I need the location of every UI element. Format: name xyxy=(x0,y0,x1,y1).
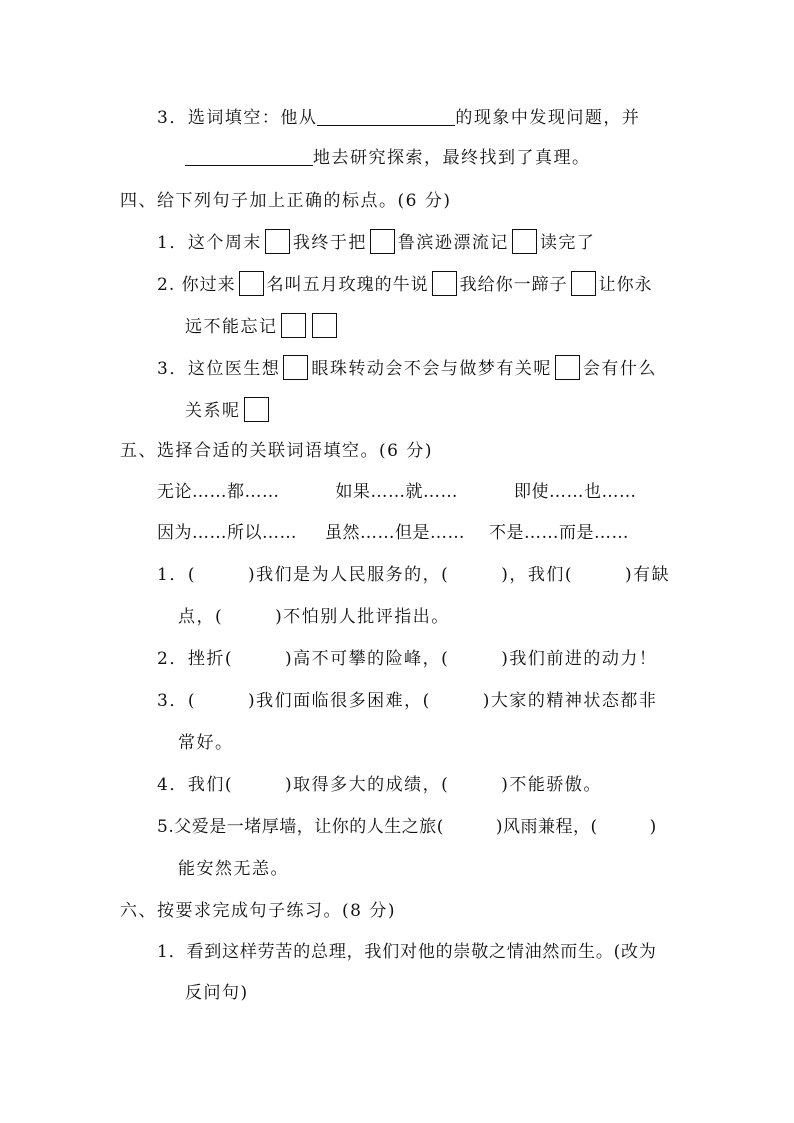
sentence-text: 父爱是一堵厚墙，让你的人生之旅( xyxy=(174,817,444,837)
sentence-text: )有缺 xyxy=(625,565,671,585)
sentence-text: )我们前进的动力！ xyxy=(501,649,658,669)
item-number: 3． xyxy=(157,108,188,128)
sentence-text: )风雨兼程，( xyxy=(495,817,598,837)
section-6-title: 六、按要求完成句子练习。(8 分) xyxy=(120,901,396,921)
sentence-text: 你过来 xyxy=(181,275,236,295)
sec4-item3-line1 xyxy=(157,355,657,381)
q3-line2 xyxy=(185,146,591,170)
item-number: 3． xyxy=(157,359,188,379)
q3-text: 的现象中发现问题，并 xyxy=(455,108,641,128)
item-number: 1． xyxy=(157,942,187,962)
word-choice: 如果……就…… xyxy=(335,482,458,502)
item-number: 3． xyxy=(157,691,188,711)
punctuation-box[interactable] xyxy=(239,271,264,296)
sentence-text: 关系呢 xyxy=(185,401,241,421)
punctuation-box[interactable] xyxy=(244,397,269,422)
punctuation-box[interactable] xyxy=(555,355,580,380)
word-bank-row2 xyxy=(157,521,629,545)
word-choice: 虽然……但是…… xyxy=(325,523,465,543)
sec5-item3-line1 xyxy=(157,689,657,713)
item-number: 1． xyxy=(157,565,188,585)
sentence-text: 这个周末 xyxy=(187,233,262,253)
sec4-item3-line2 xyxy=(185,397,272,423)
sentence-text: 我给你一蹄子 xyxy=(459,275,568,295)
punctuation-box[interactable] xyxy=(432,271,457,296)
sec4-item1 xyxy=(157,229,595,255)
sec5-item5-line1 xyxy=(157,815,657,839)
sentence-text: 鲁滨逊漂流记 xyxy=(397,233,509,253)
sentence-text: 点，( xyxy=(178,607,224,627)
sentence-text: 我终于把 xyxy=(292,233,367,253)
punctuation-box[interactable] xyxy=(281,313,306,338)
item-number: 2. xyxy=(157,275,176,295)
sec5-item1-line2 xyxy=(178,605,450,629)
sentence-text: 看到这样劳苦的总理，我们对他的崇敬之情油然而生。(改为 xyxy=(186,942,657,962)
sec6-item1-line2: 反问句) xyxy=(185,983,249,1003)
sentence-text: 这位医生想 xyxy=(187,359,281,379)
sentence-text: ) xyxy=(649,817,657,837)
item-number: 4． xyxy=(157,775,188,795)
sentence-text: 会有什么 xyxy=(582,359,657,379)
sec5-item1-line1 xyxy=(157,563,670,587)
punctuation-box[interactable] xyxy=(512,229,537,254)
item-number: 1． xyxy=(157,233,188,253)
sentence-text: 让你永 xyxy=(598,275,653,295)
sentence-text: 名叫五月玫瑰的牛说 xyxy=(266,275,429,295)
sec5-item2 xyxy=(157,647,657,671)
sec4-item2-line2 xyxy=(185,313,340,339)
q3-line1 xyxy=(157,106,640,130)
sec5-item5-line2: 能安然无恙。 xyxy=(178,859,289,879)
sec6-item1-line1 xyxy=(157,940,657,964)
sec5-item3-line2: 常好。 xyxy=(178,733,234,753)
answer-blank[interactable] xyxy=(317,107,455,126)
sentence-text: ( xyxy=(187,691,196,711)
sentence-text: )取得多大的成绩，( xyxy=(284,775,450,795)
sentence-text: )不能骄傲。 xyxy=(501,775,602,795)
sentence-text: 读完了 xyxy=(539,233,596,253)
word-choice: 无论……都…… xyxy=(157,482,280,502)
sec4-item2-line1 xyxy=(157,271,653,297)
word-bank-row1 xyxy=(157,480,637,504)
item-number: 2． xyxy=(157,649,188,669)
sentence-text: )大家的精神状态都非 xyxy=(482,691,658,711)
word-choice: 即使……也…… xyxy=(514,482,637,502)
sentence-text: )不怕别人批评指出。 xyxy=(275,607,450,627)
section-5-title: 五、选择合适的关联词语填空。(6 分) xyxy=(120,441,433,461)
punctuation-box[interactable] xyxy=(370,229,395,254)
sentence-text: )我们面临很多困难，( xyxy=(247,691,431,711)
sentence-text: 挫折( xyxy=(187,649,233,669)
punctuation-box[interactable] xyxy=(265,229,290,254)
sentence-text: )我们是为人民服务的，( xyxy=(247,565,450,585)
sentence-text: 远不能忘记 xyxy=(185,317,278,337)
q3-text: 选词填空：他从 xyxy=(187,108,318,128)
answer-blank[interactable] xyxy=(185,147,313,166)
q3-text: 地去研究探索，最终找到了真理。 xyxy=(313,148,591,168)
sentence-text: 眼珠转动会不会与做梦有关呢 xyxy=(311,359,552,379)
punctuation-box[interactable] xyxy=(283,355,308,380)
punctuation-box[interactable] xyxy=(312,313,337,338)
word-choice: 不是……而是…… xyxy=(489,523,629,543)
sec5-item4 xyxy=(157,773,602,797)
sentence-text: 我们( xyxy=(187,775,233,795)
item-number: 5. xyxy=(157,817,175,837)
word-choice: 因为……所以…… xyxy=(157,523,297,543)
sentence-text: )高不可攀的险峰，( xyxy=(284,649,450,669)
punctuation-box[interactable] xyxy=(571,271,596,296)
section-4-title: 四、给下列句子加上正确的标点。(6 分) xyxy=(120,191,452,211)
sentence-text: ( xyxy=(187,565,196,585)
sentence-text: )，我们( xyxy=(501,565,573,585)
